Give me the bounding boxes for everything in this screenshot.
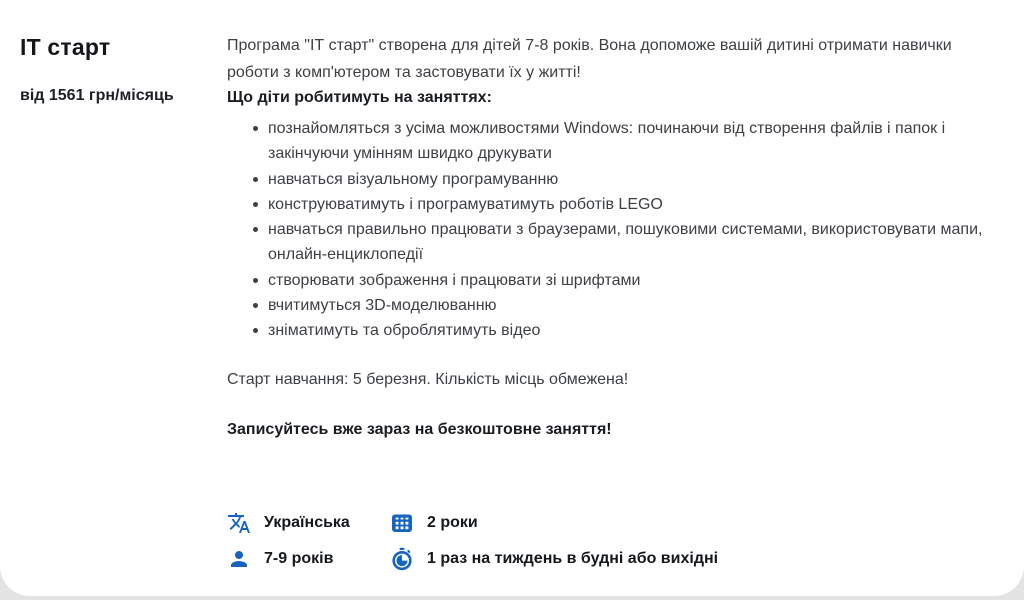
- course-price: від 1561 грн/місяць: [20, 87, 174, 104]
- activity-item: створювати зображення і працювати зі шрифтами: [227, 268, 1005, 293]
- activity-item: познайомляться з усіма можливостями Windows: починаючи від створення файлів і папок і закінчуючи умінням швидко друкувати: [227, 116, 1005, 167]
- timer-icon: [390, 547, 414, 571]
- activity-item: вчитимуться 3D-моделюванню: [227, 293, 1005, 318]
- detail-label: Українська: [264, 514, 350, 531]
- detail-frequency: [390, 547, 718, 571]
- detail-label: 2 роки: [427, 514, 478, 531]
- detail-age: [227, 547, 390, 571]
- translate-icon: [227, 511, 251, 535]
- activities-list: [227, 116, 1005, 344]
- course-description: Програма "ІТ старт" створена для дітей 7-8 років. Вона допоможе вашій дитині отримати навички роботи з комп'ютером та застовувати їх у житті!: [227, 37, 952, 81]
- course-details: [227, 505, 718, 577]
- detail-language: [227, 511, 390, 535]
- detail-label: 7-9 років: [264, 550, 334, 567]
- activities-heading: Що діти робитимуть на заняттях:: [227, 89, 492, 106]
- activity-item: навчаться правильно працювати з браузерами, пошуковими системами, використовувати мапи, онлайн-енциклопедії: [227, 217, 1005, 268]
- activity-item: навчаться візуальному програмуванню: [227, 167, 1005, 192]
- cta-note: Записуйтесь вже зараз на безкоштовне заняття!: [227, 421, 612, 438]
- activity-item: конструюватимуть і програмуватимуть роботів LEGO: [227, 192, 1005, 217]
- person-icon: [227, 547, 251, 571]
- activity-item: зніматимуть та оброблятимуть відео: [227, 318, 1005, 343]
- course-title: ІТ старт: [20, 34, 111, 60]
- detail-duration: [390, 511, 718, 535]
- calendar-icon: [390, 511, 414, 535]
- detail-label: 1 раз на тиждень в будні або вихідні: [427, 550, 719, 567]
- start-note: Старт навчання: 5 березня. Кількість місць обмежена!: [227, 371, 629, 388]
